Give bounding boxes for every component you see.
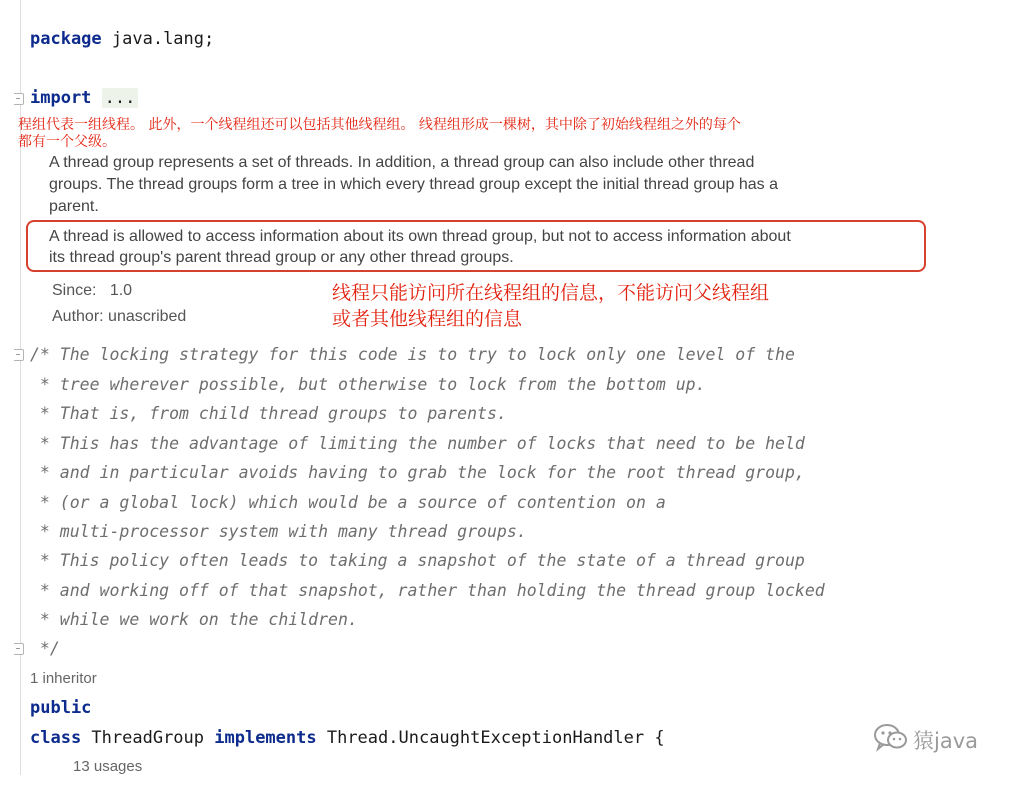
fold-comment-icon[interactable] [14,349,24,361]
doc-para2-line2: its thread group's parent thread group or any other thread groups. [49,249,514,266]
fold-comment-end-icon[interactable] [14,643,24,655]
package-name: java.lang; [101,29,215,49]
doc-para1-line3: parent. [49,198,99,215]
comment-line: * That is, from child thread groups to parents. [30,404,507,423]
watermark-text: 猿java [913,728,978,753]
doc-since [52,280,132,302]
inheritor-hint[interactable]: 1 inheritor [30,670,97,687]
comment-line: * while we work on the children. [30,610,358,629]
comment-line: * This has the advantage of limiting the number of locks that need to be held [30,434,805,453]
highlight-note-line1: 线程只能访问所在线程组的信息，不能访问父线程组 [332,282,770,304]
comment-line: * and in particular avoids having to grab the lock for the root thread group, [30,463,805,482]
implements-keyword: implements [214,728,317,748]
watermark [873,722,978,757]
fold-import-icon[interactable] [14,93,24,105]
class-name[interactable]: ThreadGroup [81,728,215,748]
since-value: 1.0 [109,282,133,299]
package-keyword: package [30,29,102,49]
comment-line: * This policy often leads to taking a snapshot of the state of a thread group [30,551,805,570]
collapsed-imports[interactable]: ... [102,88,139,108]
interface-name[interactable]: Thread.UncaughtExceptionHandler { [316,728,665,748]
wechat-icon [873,722,909,757]
comment-line: /* The locking strategy for this code is to try to lock only one level of the [30,345,795,364]
since-label: Since: [52,282,97,299]
class-declaration [30,727,665,749]
comment-line: * multi-processor system with many thread groups. [30,522,527,541]
annotation-translation-line1: 程组代表一组线程。 此外，一个线程组还可以包括其他线程组。 线程组形成一棵树，其中除了初始线程组之外的每个 [18,117,741,133]
doc-para1-line1: A thread group represents a set of threads. In addition, a thread group can also include other thread [49,154,755,171]
package-declaration [30,28,214,50]
usages-hint[interactable]: 13 usages [73,758,143,775]
author-value: unascribed [108,308,187,325]
doc-para1-line2: groups. The thread groups form a tree in which every thread group except the initial thread group has a [49,176,779,193]
comment-line: */ [30,639,60,658]
comment-line: * (or a global lock) which would be a source of contention on a [30,493,666,512]
import-keyword: import [30,88,92,108]
annotation-translation-line2: 都有一个父级。 [18,134,116,150]
import-statement [30,87,138,109]
comment-line: * and working off of that snapshot, rather than holding the thread group locked [30,581,825,600]
public-keyword: public [30,698,92,718]
doc-para2-line1: A thread is allowed to access information about its own thread group, but not to access information about [49,228,791,245]
highlight-note-line2: 或者其他线程组的信息 [332,308,523,330]
doc-author [52,306,186,328]
public-modifier [30,697,91,719]
class-keyword: class [30,728,82,748]
comment-line: * tree wherever possible, but otherwise to lock from the bottom up. [30,375,706,394]
author-label: Author: [52,308,104,325]
